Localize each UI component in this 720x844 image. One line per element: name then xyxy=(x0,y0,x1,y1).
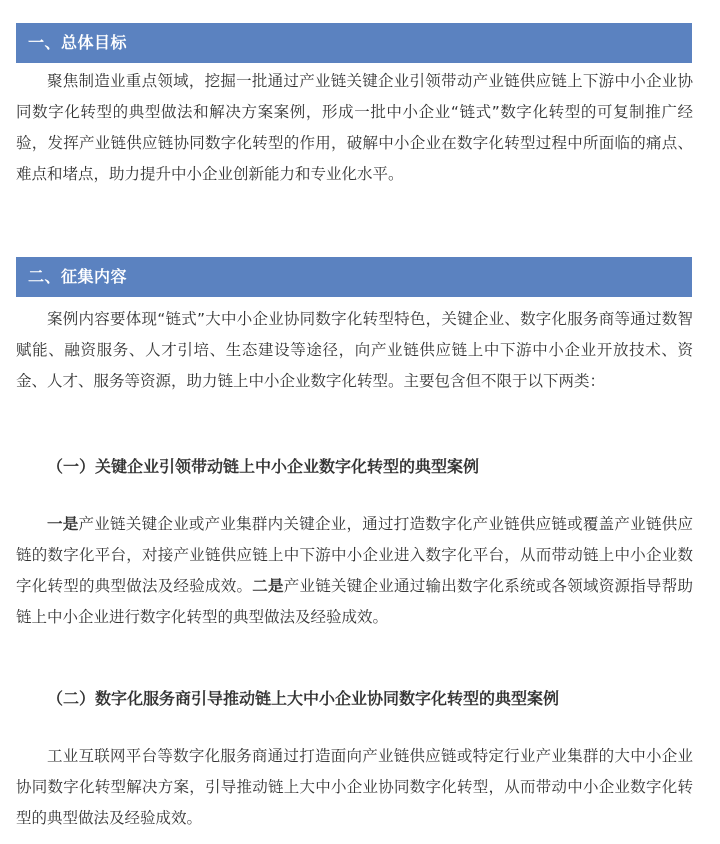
content-intro-paragraph: 案例内容要体现“链式”大中小企业协同数字化转型特色，关键企业、数字化服务商等通过数智赋能、融资服务、人才引培、生态建设等途径，向产业链供应链上中下游中小企业开放技术、资金、人才、服务等资源，助力链上中小企业数字化转型。主要包含但不限于以下两类： xyxy=(16,310,693,390)
category-1-lead-2: 二是 xyxy=(252,577,284,595)
section-header-goals: 一、总体目标 xyxy=(16,23,692,63)
category-1-text-2: 产业链关键企业通过输出数字化系统或各领域资源指导帮助链上中小企业进行数字化转型的典型做法及经验成效。 xyxy=(16,577,693,626)
goals-paragraph: 聚焦制造业重点领域，挖掘一批通过产业链关键企业引领带动产业链供应链上下游中小企业协同数字化转型的典型做法和解决方案案例，形成一批中小企业“链式”数字化转型的可复制推广经验，发挥产业链供应链协同数字化转型的作用，破解中小企业在数字化转型过程中所面临的痛点、难点和堵点，助力提升中小企业创新能力和专业化水平。 xyxy=(16,72,693,183)
category-2-heading: （二）数字化服务商引导推动链上大中小企业协同数字化转型的典型案例 xyxy=(47,689,560,708)
category-1-text-1: 产业链关键企业或产业集群内关键企业，通过打造数字化产业链供应链或覆盖产业链供应链的数字化平台，对接产业链供应链上中下游中小企业进入数字化平台，从而带动链上中小企业数字化转型的典型做法及经验成效。 xyxy=(16,515,693,595)
category-1-paragraph xyxy=(16,509,693,633)
category-2-paragraph: 工业互联网平台等数字化服务商通过打造面向产业链供应链或特定行业产业集群的大中小企业协同数字化转型解决方案，引导推动链上大中小企业协同数字化转型，从而带动中小企业数字化转型的典型做法及经验成效。 xyxy=(16,747,693,827)
section-header-content: 二、征集内容 xyxy=(16,257,692,297)
category-1-lead-1: 一是 xyxy=(47,515,79,533)
category-1-heading: （一）关键企业引领带动链上中小企业数字化转型的典型案例 xyxy=(47,457,480,476)
